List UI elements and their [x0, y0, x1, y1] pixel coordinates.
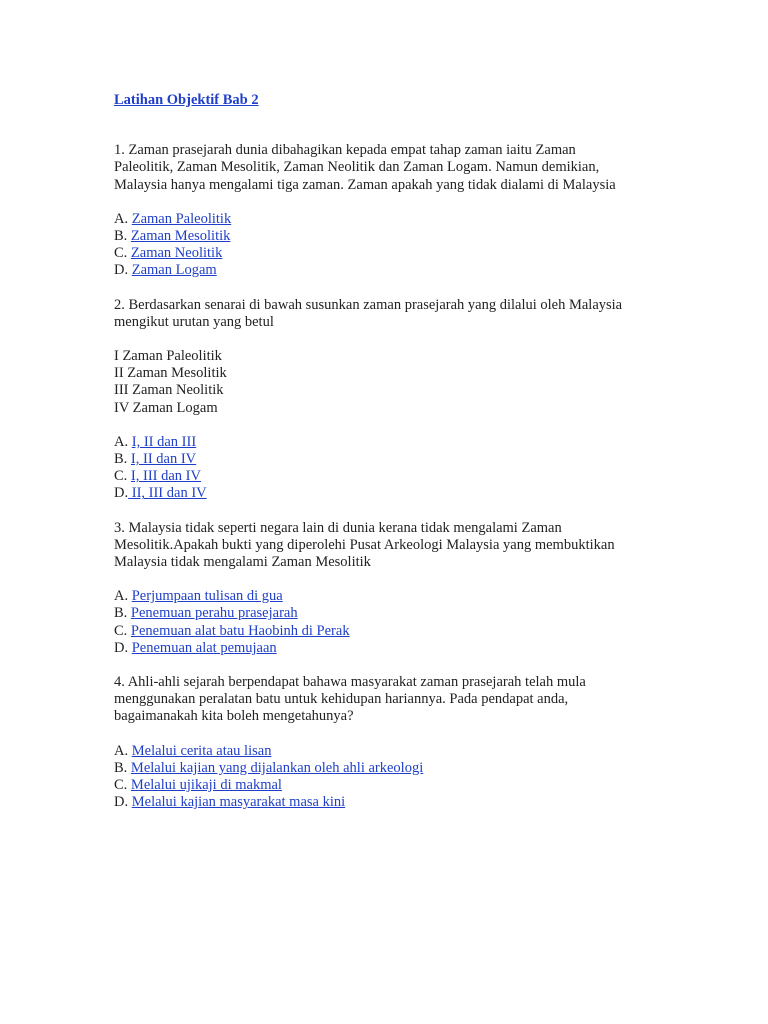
option-b: [114, 451, 674, 468]
option-a: [114, 743, 674, 760]
option-c: [114, 777, 674, 794]
question-4-text: [114, 674, 674, 726]
question-1-text: [114, 142, 674, 194]
option-letter: A.: [114, 210, 129, 227]
era-list-item: III Zaman Neolitik: [114, 382, 224, 399]
option-c: [114, 245, 674, 262]
document-title-link[interactable]: Latihan Objektif Bab 2: [114, 92, 259, 108]
option-letter: B.: [114, 451, 128, 468]
option-letter: B.: [114, 759, 128, 776]
option-a: [114, 434, 674, 451]
option-letter: A.: [114, 588, 129, 605]
option-link[interactable]: Zaman Paleolitik: [131, 210, 232, 227]
question-text-line: Malaysia hanya mengalami tiga zaman. Zaman apakah yang tidak dialami di Malaysia: [114, 176, 616, 193]
option-link[interactable]: Zaman Logam: [131, 262, 217, 279]
option-a: [114, 211, 674, 228]
option-letter: D.: [114, 639, 129, 656]
option-link[interactable]: Melalui kajian yang dijalankan oleh ahli arkeologi: [130, 759, 424, 776]
option-d: [114, 262, 674, 279]
option-link[interactable]: Zaman Neolitik: [130, 245, 223, 262]
option-link[interactable]: Melalui ujikaji di makmal: [130, 777, 282, 794]
option-b: [114, 760, 674, 777]
option-letter: C.: [114, 622, 128, 639]
question-text-line: Paleolitik, Zaman Mesolitik, Zaman Neolitik dan Zaman Logam. Namun demikian,: [114, 159, 600, 176]
question-2-era-list: [114, 348, 674, 417]
option-link[interactable]: I, III dan IV: [130, 468, 201, 485]
question-text-line: bagaimanakah kita boleh mengetahunya?: [114, 708, 354, 725]
option-c: [114, 468, 674, 485]
option-link[interactable]: Melalui cerita atau lisan: [131, 742, 272, 759]
question-text-line: mengikut urutan yang betul: [114, 313, 274, 330]
option-letter: A.: [114, 742, 129, 759]
option-letter: B.: [114, 605, 128, 622]
option-letter: A.: [114, 433, 129, 450]
option-link[interactable]: Penemuan perahu prasejarah: [130, 605, 298, 622]
question-2-options: [114, 434, 674, 503]
option-letter: C.: [114, 468, 128, 485]
document-content: [114, 92, 674, 829]
question-2: [114, 297, 674, 503]
option-link-text: II, III dan IV: [131, 485, 207, 502]
option-letter: D.: [114, 262, 129, 279]
option-letter: B.: [114, 228, 128, 245]
option-link[interactable]: Perjumpaan tulisan di gua: [131, 588, 283, 605]
question-text-line: 2. Berdasarkan senarai di bawah susunkan zaman prasejarah yang dilalui oleh Malaysia: [114, 296, 623, 313]
option-link[interactable]: Penemuan alat pemujaan: [131, 639, 277, 656]
option-link[interactable]: I, II dan IV: [130, 451, 197, 468]
question-text-line: 4. Ahli-ahli sejarah berpendapat bahawa masyarakat zaman prasejarah telah mula: [114, 674, 586, 691]
option-link[interactable]: Penemuan alat batu Haobinh di Perak: [130, 622, 350, 639]
question-text-line: 3. Malaysia tidak seperti negara lain di dunia kerana tidak mengalami Zaman: [114, 519, 562, 536]
question-3-text: [114, 520, 674, 572]
question-4-options: [114, 743, 674, 812]
question-1-options: [114, 211, 674, 280]
question-4: [114, 674, 674, 811]
option-d: [114, 640, 674, 657]
era-list-item: I Zaman Paleolitik: [114, 348, 222, 365]
option-c: [114, 623, 674, 640]
question-3-options: [114, 588, 674, 657]
option-link[interactable]: Zaman Mesolitik: [130, 228, 231, 245]
option-letter: C.: [114, 245, 128, 262]
era-list-item: II Zaman Mesolitik: [114, 365, 227, 382]
era-list-item: IV Zaman Logam: [114, 399, 218, 416]
option-link[interactable]: [128, 485, 207, 501]
question-2-text: [114, 297, 674, 331]
option-link[interactable]: Melalui kajian masyarakat masa kini: [131, 794, 346, 811]
option-b: [114, 605, 674, 622]
question-text-line: Malaysia tidak mengalami Zaman Mesolitik: [114, 554, 371, 571]
option-d: [114, 794, 674, 811]
question-text-line: Mesolitik.Apakah bukti yang diperolehi Pusat Arkeologi Malaysia yang membuktikan: [114, 536, 615, 553]
option-letter: D.: [114, 794, 129, 811]
question-text-line: 1. Zaman prasejarah dunia dibahagikan kepada empat tahap zaman iaitu Zaman: [114, 142, 576, 159]
option-a: [114, 588, 674, 605]
option-b: [114, 228, 674, 245]
option-link[interactable]: I, II dan III: [131, 433, 197, 450]
option-letter: D.: [114, 485, 129, 502]
option-d: [114, 485, 674, 502]
question-text-line: menggunakan peralatan batu untuk kehidupan hariannya. Pada pendapat anda,: [114, 691, 569, 708]
question-1: [114, 142, 674, 279]
option-letter: C.: [114, 777, 128, 794]
question-3: [114, 520, 674, 657]
